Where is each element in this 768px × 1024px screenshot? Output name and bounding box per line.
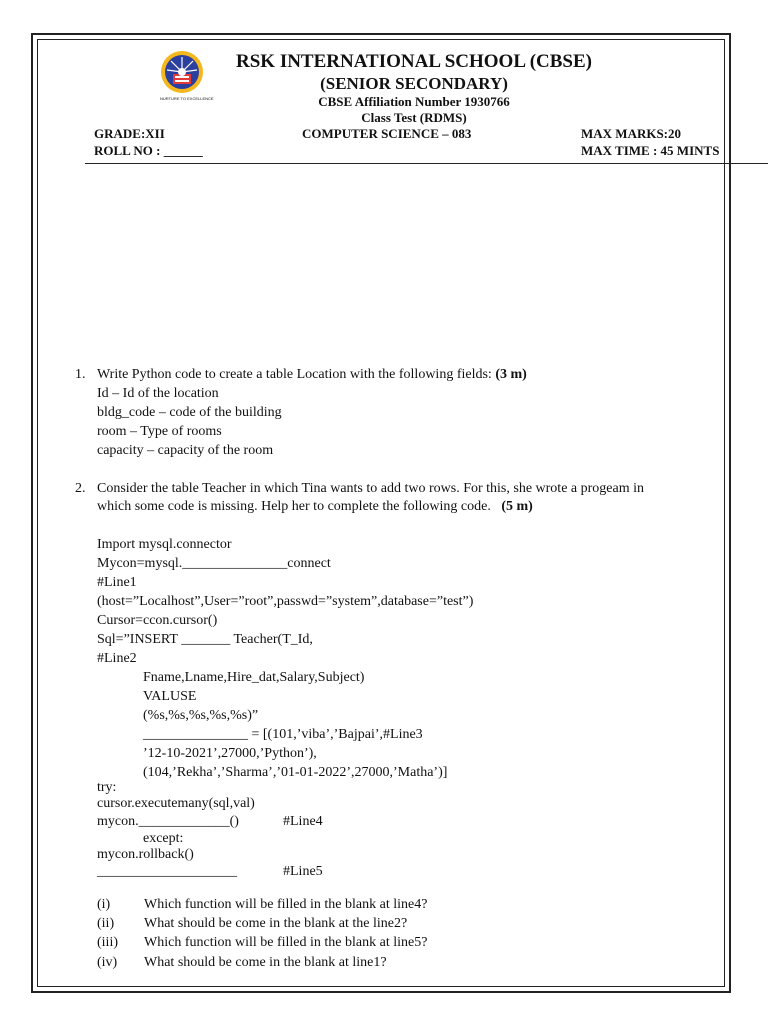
code-line: (%s,%s,%s,%s,%s)”	[143, 708, 259, 723]
code-line: _______________ = [(101,’viba’,’Bajpai’,#Line3	[143, 727, 423, 742]
q2-marks: (5 m)	[501, 499, 533, 514]
q2-line1: Consider the table Teacher in which Tina wants to add two rows. For this, she wrote a progeam in	[97, 481, 644, 496]
q1-field: bldg_code – code of the building	[97, 405, 282, 420]
code-comment: #Line4	[283, 814, 323, 829]
q1-text	[97, 365, 527, 384]
code-line: cursor.executemany(sql,val)	[97, 796, 255, 811]
q1-prompt: Write Python code to create a table Location with the following fields:	[97, 367, 496, 382]
q1-field: room – Type of rooms	[97, 424, 222, 439]
code-line: Import mysql.connector	[97, 537, 232, 552]
q1-field: Id – Id of the location	[97, 386, 219, 401]
grade: GRADE:XII	[94, 126, 165, 141]
code-line: Sql=”INSERT _______ Teacher(T_Id,	[97, 632, 313, 647]
header-divider	[85, 163, 768, 164]
sub-question-number: (iii)	[97, 935, 118, 950]
subject: COMPUTER SCIENCE – 083	[302, 126, 472, 141]
sub-question-text: Which function will be filled in the blank at line5?	[144, 935, 428, 950]
sub-question-number: (i)	[97, 897, 111, 912]
q2-line2-text: which some code is missing. Help her to complete the following code.	[97, 499, 491, 514]
q2-line2	[97, 497, 533, 516]
school-level: (SENIOR SECONDARY)	[320, 74, 508, 93]
q1-field: capacity – capacity of the room	[97, 443, 274, 458]
code-line: ____________________	[97, 864, 237, 879]
code-comment: #Line5	[283, 864, 323, 879]
code-line: mycon._____________()	[97, 814, 239, 829]
code-line: #Line2	[97, 651, 137, 666]
affiliation-number: CBSE Affiliation Number 1930766	[318, 94, 510, 109]
max-marks: MAX MARKS:20	[581, 126, 682, 141]
sub-question-text: What should be come in the blank at the line2?	[144, 916, 408, 931]
code-line: (104,’Rekha’,’Sharma’,’01-01-2022’,27000,’Matha’)]	[143, 765, 448, 780]
code-line: ’12-10-2021’,27000,’Python’),	[143, 746, 317, 761]
sub-question-text: What should be come in the blank at line1?	[144, 955, 387, 970]
code-line: VALUSE	[143, 689, 197, 704]
q1-marks: (3 m)	[495, 367, 527, 382]
logo-caption: NURTURE TO EXCELLENCE	[160, 96, 214, 101]
code-line: Mycon=mysql._______________connect	[97, 556, 331, 571]
code-line: mycon.rollback()	[97, 847, 194, 862]
code-line: except:	[143, 831, 184, 846]
q1-number: 1.	[75, 367, 86, 382]
code-line: try:	[97, 780, 117, 795]
q2-number: 2.	[75, 481, 86, 496]
roll-no: ROLL NO : ______	[94, 143, 203, 158]
max-time: MAX TIME : 45 MINTS	[581, 143, 720, 158]
code-line: Fname,Lname,Hire_dat,Salary,Subject)	[143, 670, 365, 685]
test-name: Class Test (RDMS)	[361, 110, 467, 125]
sub-question-number: (ii)	[97, 916, 115, 931]
sub-question-text: Which function will be filled in the blank at line4?	[144, 897, 428, 912]
school-name: RSK INTERNATIONAL SCHOOL (CBSE)	[236, 51, 592, 72]
sub-question-number: (iv)	[97, 955, 118, 970]
code-line: #Line1	[97, 575, 137, 590]
code-line: Cursor=ccon.cursor()	[97, 613, 218, 628]
code-line: (host=”Localhost”,User=”root”,passwd=”system”,database=”test”)	[97, 594, 474, 609]
